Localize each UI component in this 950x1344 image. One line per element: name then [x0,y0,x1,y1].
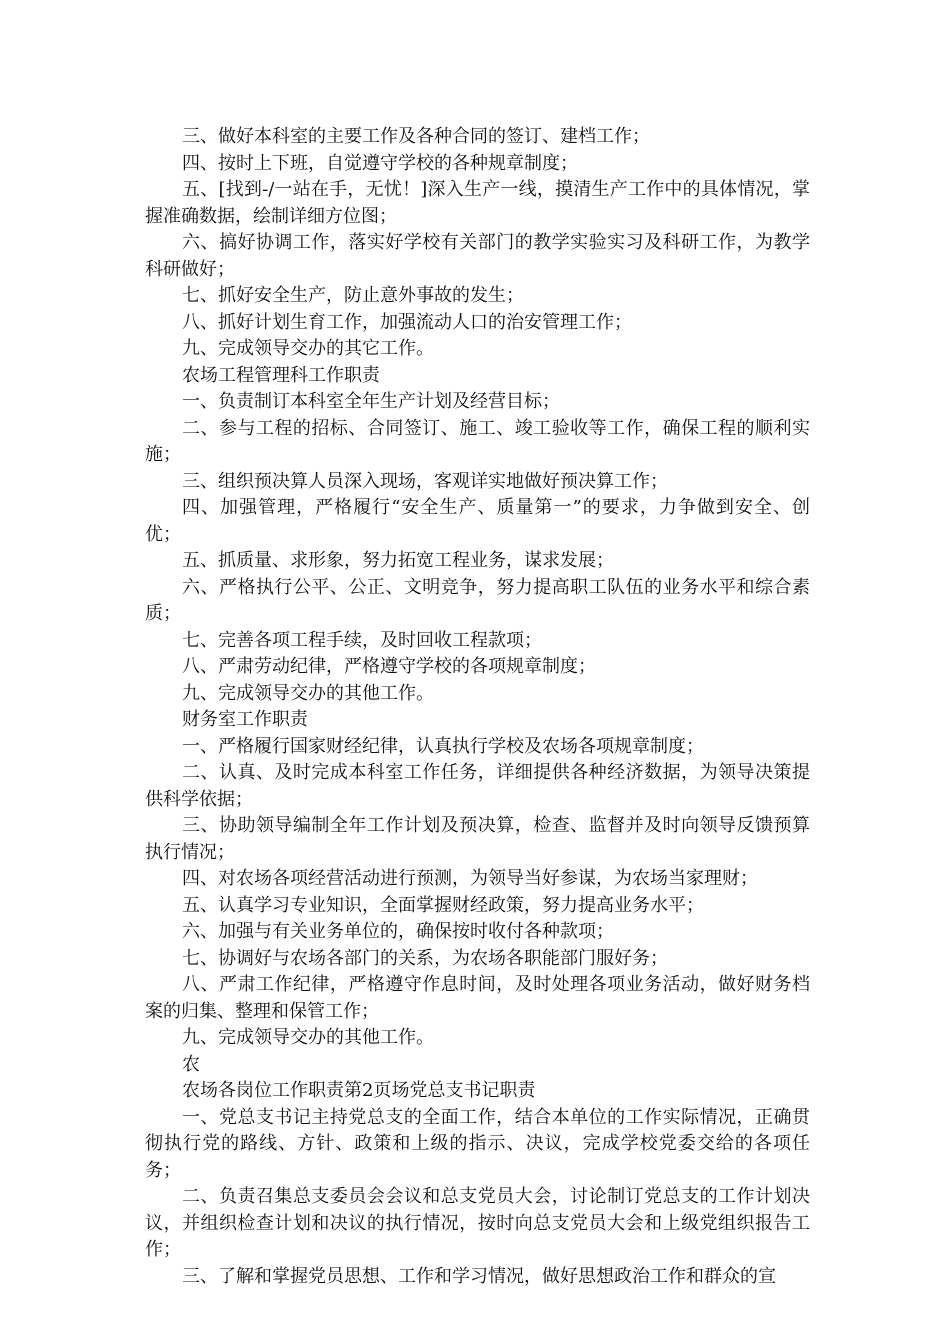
paragraph: 三、组织预决算人员深入现场，客观详实地做好预决算工作； [182,470,668,492]
paragraph: 七、完善各项工程手续，及时回收工程款项； [182,629,542,651]
paragraph: 四、加强管理，严格履行“安全生产、质量第一”的要求，力争做到安全、创优； [145,497,810,545]
paragraph: 二、参与工程的招标、合同签订、施工、竣工验收等工作，确保工程的顺利实施； [145,417,810,465]
paragraph: 九、完成领导交办的其他工作。 [182,682,434,704]
paragraph: 三、了解和掌握党员思想、工作和学习情况，做好思想政治工作和群众的宣 [182,1265,776,1287]
section-heading: 农场各岗位工作职责第2页场党总支书记职责 [182,1080,536,1101]
paragraph: 五、[找到-/一站在手，无忧！]深入生产一线，摸清生产工作中的具体情况，掌握准确数据，绘制详细方位图； [145,179,810,227]
paragraph: 七、抓好安全生产，防止意外事故的发生； [182,285,524,306]
paragraph: 五、认真学习专业知识，全面掌握财经政策，努力提高业务水平； [182,894,704,916]
paragraph: 一、负责制订本科室全年生产计划及经营目标； [182,391,560,412]
section-heading: 农场工程管理科工作职责 [182,364,380,386]
paragraph: 八、严肃劳动纪律，严格遵守学校的各项规章制度； [182,656,596,677]
paragraph: 九、完成领导交办的其它工作。 [182,338,434,359]
paragraph: 农 [182,1053,200,1075]
paragraph: 六、加强与有关业务单位的，确保按时收付各种款项； [182,921,614,942]
paragraph: 六、搞好协调工作，落实好学校有关部门的教学实验实习及科研工作，为教学科研做好； [145,232,810,280]
paragraph: 二、认真、及时完成本科室工作任务，详细提供各种经济数据，为领导决策提供科学依据； [145,762,810,810]
paragraph: 一、党总支书记主持党总支的全面工作，结合本单位的工作实际情况，正确贯彻执行党的路线、方针、政策和上级的指示、决议，完成学校党委交给的各项任务； [145,1106,810,1181]
document-body [145,124,810,1290]
paragraph: 八、抓好计划生育工作，加强流动人口的治安管理工作； [182,311,632,333]
paragraph: 三、做好本科室的主要工作及各种合同的签订、建档工作； [182,126,650,147]
paragraph: 七、协调好与农场各部门的关系，为农场各职能部门服好务； [182,947,668,969]
paragraph: 八、严肃工作纪律，严格遵守作息时间，及时处理各项业务活动，做好财务档案的归集、整理和保管工作； [145,974,810,1022]
paragraph: 六、严格执行公平、公正、文明竞争，努力提高职工队伍的业务水平和综合素质； [145,576,810,624]
paragraph: 九、完成领导交办的其他工作。 [182,1027,434,1048]
paragraph: 二、负责召集总支委员会会议和总支党员大会，讨论制订党总支的工作计划决议，并组织检查计划和决议的执行情况，按时向总支党员大会和上级党组织报告工作； [145,1186,810,1260]
paragraph: 一、严格履行国家财经纪律，认真执行学校及农场各项规章制度； [182,735,704,757]
paragraph: 四、按时上下班，自觉遵守学校的各种规章制度； [182,152,578,174]
paragraph: 五、抓质量、求形象，努力拓宽工程业务，谋求发展； [182,550,614,571]
paragraph: 四、对农场各项经营活动进行预测，为领导当好参谋，为农场当家理财； [182,868,758,889]
section-heading: 财务室工作职责 [182,709,308,730]
paragraph: 三、协助领导编制全年工作计划及预决算，检查、监督并及时向领导反馈预算执行情况； [145,815,810,863]
